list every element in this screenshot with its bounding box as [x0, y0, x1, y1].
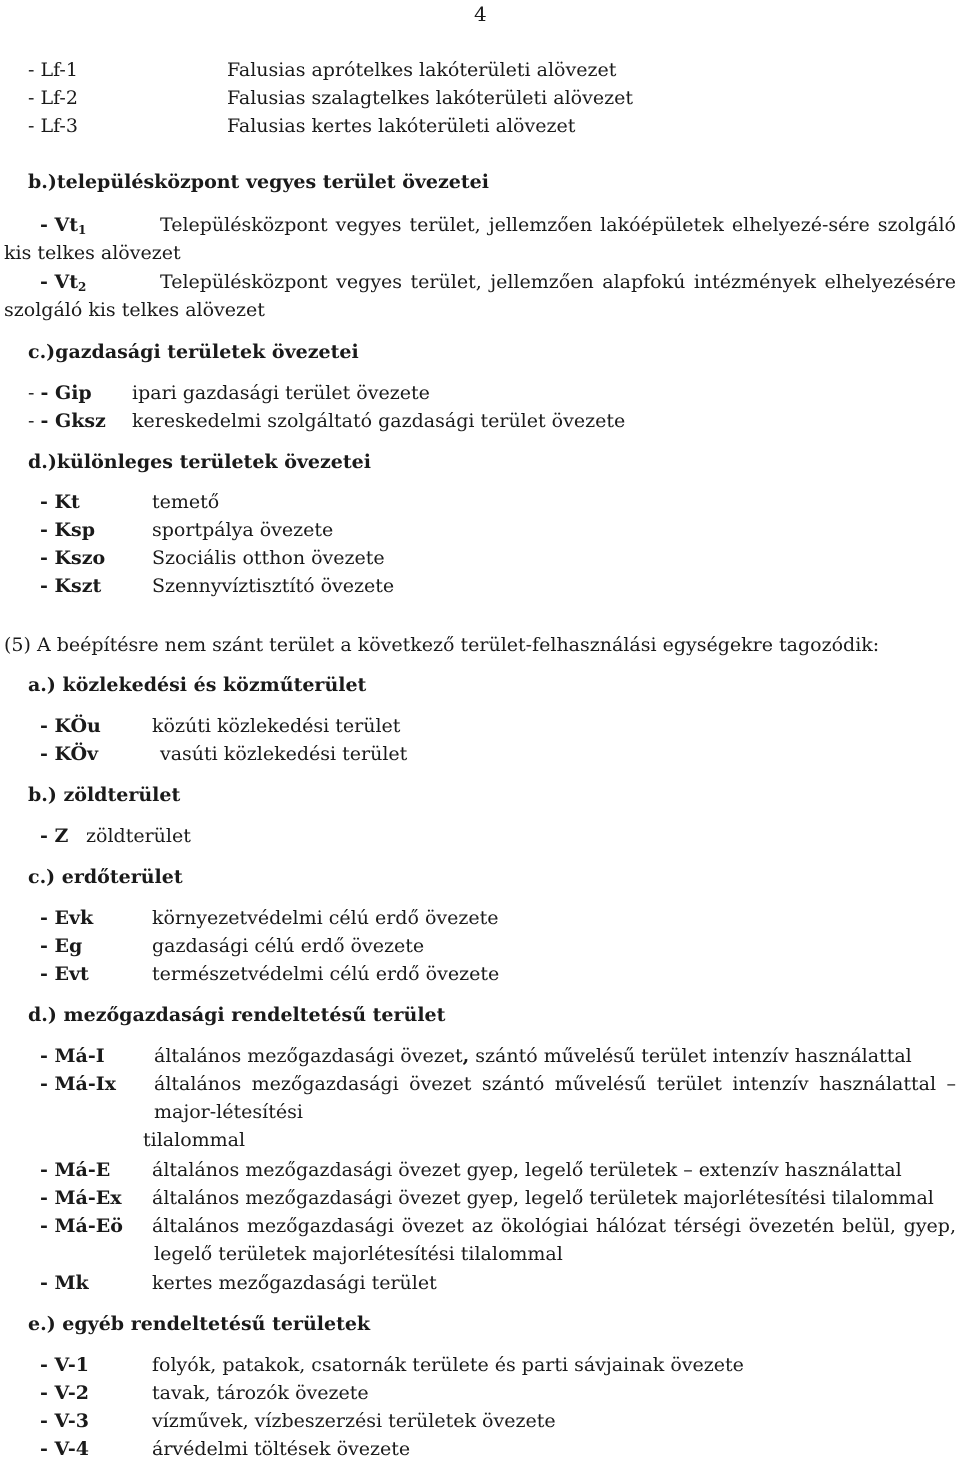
zone-description: Szociális otthon övezete [152, 547, 385, 569]
section-heading-d: d.)különleges területek övezetei [28, 451, 371, 473]
zone-description: általános mezőgazdasági övezet gyep, legelő területek majorlétesítési tilalommal [152, 1187, 934, 1209]
zone-code: - Kt [40, 491, 80, 513]
zone-description-line: általános mezőgazdasági övezet szántó művelésű terület intenzív használattal – [154, 1073, 956, 1095]
zone-description-comma: , [462, 1045, 470, 1067]
zone-code: - V-2 [40, 1382, 89, 1404]
zone-code-prefix: - Vt [40, 214, 79, 236]
zone-code-subscript: 2 [78, 280, 87, 294]
zone-description: Falusias szalagtelkes lakóterületi alövezet [227, 87, 633, 109]
zone-code: - KÖv [40, 743, 99, 765]
zone-description: vasúti közlekedési terület [160, 743, 408, 765]
zone-code: - Má-Eö [40, 1215, 123, 1237]
zone-code: - - Gksz [28, 410, 106, 432]
zone-code: - Evk [40, 907, 94, 929]
zone-code: - Ksp [40, 519, 95, 541]
paragraph-5: (5) A beépítésre nem szánt terület a következő terület-felhasználási egységekre tagozódik: [4, 634, 880, 656]
zone-code-bold: - Gksz [40, 410, 106, 432]
section-heading-c2: c.) erdőterület [28, 866, 183, 888]
zone-code: - Lf-1 [28, 59, 78, 81]
section-heading-a2: a.) közlekedési és közműterület [28, 674, 367, 696]
zone-description: kertes mezőgazdasági terület [152, 1272, 437, 1294]
zone-description: Szennyvíztisztító övezete [152, 575, 395, 597]
zone-description-line: szolgáló kis telkes alövezet [4, 299, 265, 321]
zone-code: - V-1 [40, 1354, 89, 1376]
zone-description: tavak, tározók övezete [152, 1382, 369, 1404]
zone-code: - KÖu [40, 715, 101, 737]
section-heading-b: b.)településközpont vegyes terület övezetei [28, 171, 489, 193]
zone-description: árvédelmi töltések övezete [152, 1438, 411, 1460]
zone-description-line: Településközpont vegyes terület, jellemzően alapfokú intézmények elhelyezésére [160, 271, 956, 293]
zone-description: temető [152, 491, 220, 513]
zone-code-bold: - Gip [40, 382, 92, 404]
section-heading-b2: b.) zöldterület [28, 784, 181, 806]
section-heading-c: c.)gazdasági területek övezetei [28, 341, 359, 363]
zone-description: ipari gazdasági terület övezete [132, 382, 430, 404]
zone-code-subscript: 1 [78, 223, 87, 237]
zone-code: - Mk [40, 1272, 89, 1294]
zone-description: vízművek, vízbeszerzési területek övezete [152, 1410, 556, 1432]
zone-description: általános mezőgazdasági övezet gyep, legelő területek – extenzív használattal [152, 1159, 902, 1181]
zone-description [160, 213, 956, 237]
zone-code: - V-3 [40, 1410, 89, 1432]
zone-code: - Lf-2 [28, 87, 78, 109]
zone-description: zöldterület [86, 825, 191, 847]
zone-code: - Lf-3 [28, 115, 78, 137]
zone-description [154, 1072, 956, 1096]
zone-code: - Evt [40, 963, 89, 985]
zone-code: - V-4 [40, 1438, 89, 1460]
zone-description [152, 1214, 956, 1238]
section-heading-d2: d.) mezőgazdasági rendeltetésű terület [28, 1004, 446, 1026]
zone-description-line: Településközpont vegyes terület, jellemzően lakóépületek elhelyezé-sére szolgáló [160, 214, 956, 236]
zone-code-prefix: - Vt [40, 271, 79, 293]
zone-code: - Z [40, 825, 69, 847]
zone-code: - Kszo [40, 547, 106, 569]
section-heading-e2: e.) egyéb rendeltetésű területek [28, 1313, 371, 1335]
zone-code [40, 213, 86, 237]
zone-description-part: általános mezőgazdasági övezet [154, 1045, 463, 1067]
zone-code: - Má-Ix [40, 1073, 116, 1095]
zone-code: - Eg [40, 935, 83, 957]
zone-description: kereskedelmi szolgáltató gazdasági terület övezete [132, 410, 626, 432]
zone-code: - Kszt [40, 575, 102, 597]
zone-description-line: major-létesítési [154, 1101, 303, 1123]
zone-description-line: tilalommal [143, 1129, 246, 1151]
zone-description: Falusias aprótelkes lakóterületi alövezet [227, 59, 617, 81]
zone-description: gazdasági célú erdő övezete [152, 935, 425, 957]
zone-description-line: legelő területek majorlétesítési tilalommal [154, 1243, 563, 1265]
zone-description [154, 1044, 912, 1068]
zone-description: Falusias kertes lakóterületi alövezet [227, 115, 576, 137]
zone-code: - - Gip [28, 382, 92, 404]
zone-description-part: szántó művelésű terület intenzív használattal [469, 1045, 912, 1067]
zone-description: folyók, patakok, csatornák területe és parti sávjainak övezete [152, 1354, 744, 1376]
zone-code: - Má-Ex [40, 1187, 122, 1209]
page-number: 4 [474, 2, 487, 26]
zone-code: - Má-I [40, 1045, 105, 1067]
zone-description: sportpálya övezete [152, 519, 334, 541]
zone-description: természetvédelmi célú erdő övezete [152, 963, 500, 985]
zone-description: környezetvédelmi célú erdő övezete [152, 907, 499, 929]
zone-code [40, 270, 86, 294]
zone-code: - Má-E [40, 1159, 111, 1181]
zone-description [160, 270, 956, 294]
zone-description: közúti közlekedési terület [152, 715, 401, 737]
zone-description-line: általános mezőgazdasági övezet az ökológiai hálózat térségi övezetén belül, gyep, [152, 1215, 956, 1237]
zone-description-line: kis telkes alövezet [4, 242, 181, 264]
